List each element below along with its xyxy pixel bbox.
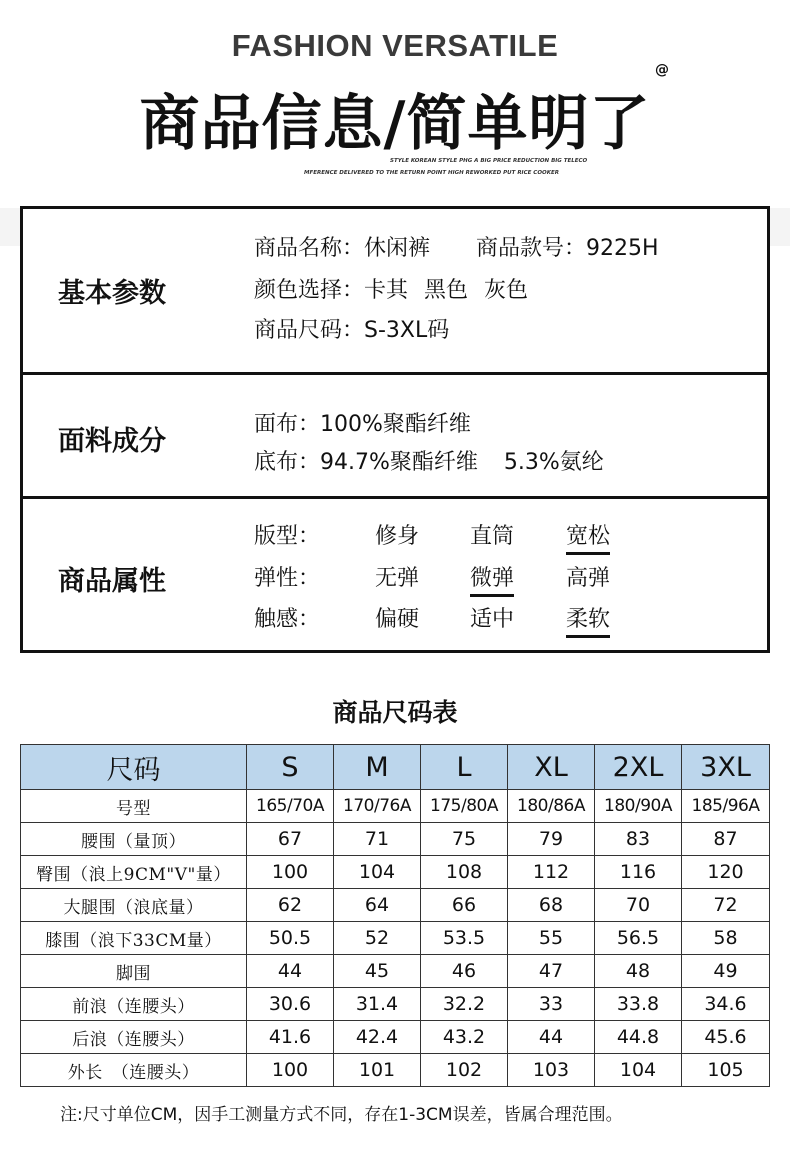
column-header: 2XL bbox=[595, 745, 682, 790]
fit-option-selected: 宽松 bbox=[566, 519, 610, 555]
table-cell: 49 bbox=[682, 955, 770, 988]
elasticity-label: 弹性： bbox=[254, 566, 321, 591]
table-cell: 41.6 bbox=[247, 1021, 334, 1054]
attributes-title: 商品属性 bbox=[58, 566, 166, 597]
size-chart-table bbox=[20, 744, 770, 1087]
size-note: 注:尺寸单位CM，因手工测量方式不同，存在1-3CM误差，皆属合理范围。 bbox=[60, 1105, 623, 1125]
face-value: 100%聚酯纤维 bbox=[320, 412, 471, 437]
row-label: 膝围（浪下33CM量） bbox=[21, 922, 247, 955]
size-value: S-3XL码 bbox=[364, 318, 450, 343]
row-label: 臀围（浪上9CM"V"量） bbox=[21, 856, 247, 889]
fabric-section bbox=[23, 375, 767, 499]
color-option: 黑色 bbox=[424, 278, 469, 303]
row-label: 前浪（连腰头） bbox=[21, 988, 247, 1021]
table-cell: 58 bbox=[682, 922, 770, 955]
row-label: 脚围 bbox=[21, 955, 247, 988]
table-cell: 108 bbox=[421, 856, 508, 889]
table-cell: 50.5 bbox=[247, 922, 334, 955]
attributes-section bbox=[23, 499, 767, 650]
base-fabric-line bbox=[254, 445, 604, 476]
row-label: 腰围（量顶） bbox=[21, 823, 247, 856]
table-cell: 53.5 bbox=[421, 922, 508, 955]
table-cell: 83 bbox=[595, 823, 682, 856]
table-cell: 101 bbox=[334, 1054, 421, 1087]
table-cell: 75 bbox=[421, 823, 508, 856]
base-value-1: 94.7%聚酯纤维 bbox=[320, 450, 478, 475]
table-row bbox=[21, 790, 770, 823]
table-cell: 180/90A bbox=[595, 790, 682, 823]
table-cell: 33.8 bbox=[595, 988, 682, 1021]
color-line bbox=[254, 273, 528, 304]
at-mark: @ bbox=[655, 62, 669, 78]
table-cell: 175/80A bbox=[421, 790, 508, 823]
table-cell: 104 bbox=[334, 856, 421, 889]
base-label: 底布： bbox=[254, 450, 321, 475]
feel-option: 偏硬 bbox=[375, 607, 420, 632]
table-row bbox=[21, 988, 770, 1021]
row-label: 外长 （连腰头） bbox=[21, 1054, 247, 1087]
product-info-box bbox=[20, 206, 770, 653]
face-fabric-line bbox=[254, 407, 471, 438]
table-cell: 103 bbox=[508, 1054, 595, 1087]
table-cell: 185/96A bbox=[682, 790, 770, 823]
basic-params-title: 基本参数 bbox=[58, 278, 166, 309]
table-cell: 104 bbox=[595, 1054, 682, 1087]
column-header: L bbox=[421, 745, 508, 790]
size-label: 商品尺码： bbox=[254, 318, 365, 343]
table-cell: 62 bbox=[247, 889, 334, 922]
face-label: 面布： bbox=[254, 412, 321, 437]
table-cell: 48 bbox=[595, 955, 682, 988]
table-row bbox=[21, 856, 770, 889]
page-title: 商品信息/简单明了 bbox=[139, 89, 651, 159]
tagline-2: MFERENCE DELIVERED TO THE RETURN POINT HIGH REWORKED PUT RICE COOKER bbox=[304, 170, 559, 176]
table-row bbox=[21, 889, 770, 922]
table-cell: 33 bbox=[508, 988, 595, 1021]
table-cell: 100 bbox=[247, 1054, 334, 1087]
table-cell: 165/70A bbox=[247, 790, 334, 823]
feel-label: 触感： bbox=[254, 607, 321, 632]
table-header-row bbox=[21, 745, 770, 790]
table-cell: 170/76A bbox=[334, 790, 421, 823]
column-header: 3XL bbox=[682, 745, 770, 790]
size-chart-title: 商品尺码表 bbox=[332, 698, 458, 727]
table-cell: 30.6 bbox=[247, 988, 334, 1021]
row-label: 号型 bbox=[21, 790, 247, 823]
table-row bbox=[21, 922, 770, 955]
table-cell: 52 bbox=[334, 922, 421, 955]
table-cell: 112 bbox=[508, 856, 595, 889]
color-option: 灰色 bbox=[484, 278, 529, 303]
table-cell: 47 bbox=[508, 955, 595, 988]
table-cell: 87 bbox=[682, 823, 770, 856]
name-sku-line bbox=[254, 231, 659, 262]
table-cell: 105 bbox=[682, 1054, 770, 1087]
table-cell: 120 bbox=[682, 856, 770, 889]
table-cell: 44 bbox=[508, 1021, 595, 1054]
table-cell: 43.2 bbox=[421, 1021, 508, 1054]
table-cell: 55 bbox=[508, 922, 595, 955]
column-header: S bbox=[247, 745, 334, 790]
table-cell: 180/86A bbox=[508, 790, 595, 823]
table-cell: 64 bbox=[334, 889, 421, 922]
fabric-title: 面料成分 bbox=[58, 426, 166, 457]
column-header: 尺码 bbox=[21, 745, 247, 790]
table-cell: 45.6 bbox=[682, 1021, 770, 1054]
table-cell: 100 bbox=[247, 856, 334, 889]
table-cell: 56.5 bbox=[595, 922, 682, 955]
feel-option-selected: 柔软 bbox=[566, 602, 610, 638]
table-row bbox=[21, 1054, 770, 1087]
row-label: 后浪（连腰头） bbox=[21, 1021, 247, 1054]
elasticity-option: 高弹 bbox=[566, 566, 611, 591]
table-cell: 31.4 bbox=[334, 988, 421, 1021]
fit-option: 直筒 bbox=[470, 524, 515, 549]
fit-label: 版型： bbox=[254, 524, 321, 549]
table-cell: 116 bbox=[595, 856, 682, 889]
table-cell: 72 bbox=[682, 889, 770, 922]
table-cell: 34.6 bbox=[682, 988, 770, 1021]
table-cell: 102 bbox=[421, 1054, 508, 1087]
elasticity-option: 无弹 bbox=[375, 566, 420, 591]
table-row bbox=[21, 955, 770, 988]
base-value-2: 5.3%氨纶 bbox=[503, 450, 604, 475]
sku-label: 商品款号： bbox=[476, 236, 587, 261]
table-cell: 71 bbox=[334, 823, 421, 856]
table-cell: 45 bbox=[334, 955, 421, 988]
page-header bbox=[0, 0, 790, 200]
table-cell: 44 bbox=[247, 955, 334, 988]
name-label: 商品名称： bbox=[254, 236, 365, 261]
table-cell: 32.2 bbox=[421, 988, 508, 1021]
feel-option: 适中 bbox=[470, 607, 515, 632]
color-option: 卡其 bbox=[364, 278, 409, 303]
color-label: 颜色选择： bbox=[254, 278, 365, 303]
column-header: M bbox=[334, 745, 421, 790]
basic-params-section bbox=[23, 209, 767, 375]
row-label: 大腿围（浪底量） bbox=[21, 889, 247, 922]
table-cell: 42.4 bbox=[334, 1021, 421, 1054]
sku-value: 9225H bbox=[586, 236, 659, 261]
fit-option: 修身 bbox=[375, 524, 420, 549]
table-cell: 44.8 bbox=[595, 1021, 682, 1054]
table-cell: 46 bbox=[421, 955, 508, 988]
elasticity-option-selected: 微弹 bbox=[470, 561, 514, 597]
brand-english-title: FASHION VERSATILE bbox=[231, 28, 559, 63]
table-row bbox=[21, 1021, 770, 1054]
table-cell: 70 bbox=[595, 889, 682, 922]
table-cell: 66 bbox=[421, 889, 508, 922]
tagline-1: STYLE KOREAN STYLE PHG A BIG PRICE REDUCTION BIG TELECO bbox=[390, 158, 588, 164]
table-cell: 68 bbox=[508, 889, 595, 922]
column-header: XL bbox=[508, 745, 595, 790]
size-range-line bbox=[254, 313, 449, 344]
name-value: 休闲裤 bbox=[364, 236, 431, 261]
table-cell: 67 bbox=[247, 823, 334, 856]
table-row bbox=[21, 823, 770, 856]
table-cell: 79 bbox=[508, 823, 595, 856]
